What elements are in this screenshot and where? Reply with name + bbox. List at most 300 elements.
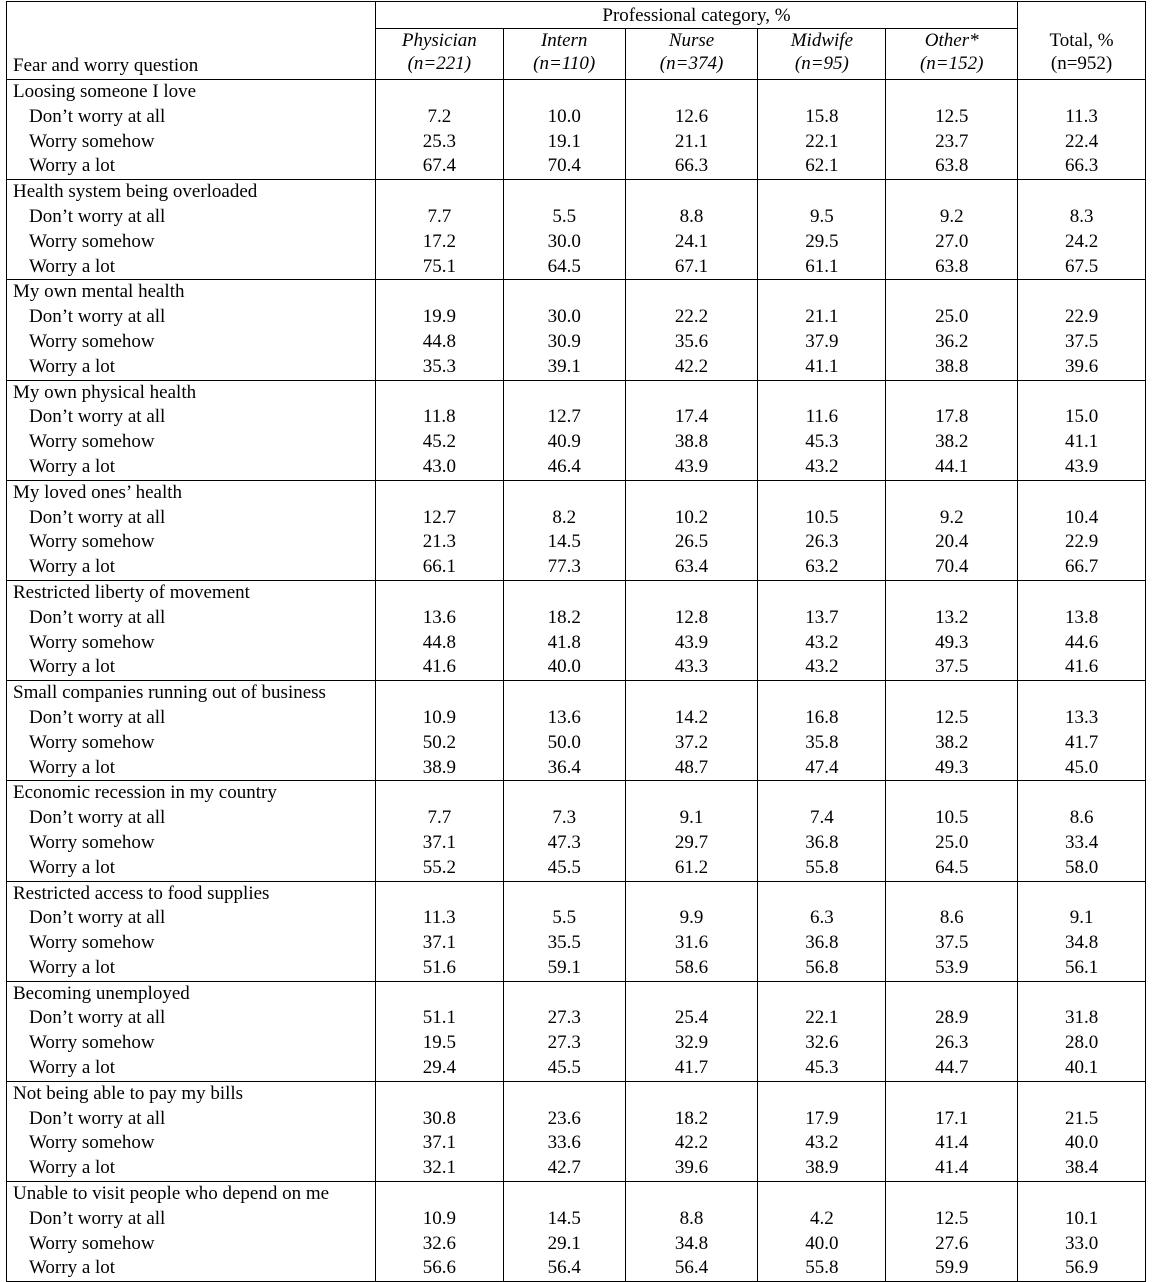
empty-cell [375,480,503,505]
value-cell: 46.4 [503,455,625,480]
value-cell: 24.1 [625,230,758,255]
value-cell: 8.2 [503,506,625,531]
value-cell: 49.3 [935,631,969,653]
table-row [7,455,1146,480]
total-n: (n=952) [1050,53,1113,74]
response-label: Don’t worry at all [7,606,376,631]
value-cell: 43.2 [758,455,886,480]
value-cell: 38.2 [935,431,969,453]
value-cell: 43.0 [375,455,503,480]
empty-cell [1018,480,1146,505]
empty-cell [375,580,503,605]
value-cell: 27.3 [503,1031,625,1056]
value-cell: 12.7 [375,506,503,531]
value-cell: 9.9 [625,906,758,931]
value-cell: 45.2 [375,430,503,455]
question-label: Small companies running out of business [7,681,376,706]
total-value-cell: 38.4 [1018,1156,1146,1181]
empty-cell [758,1182,886,1207]
value-cell: 53.9 [935,956,969,978]
value-cell: 70.4 [935,556,969,578]
value-cell: 70.4 [503,154,625,179]
response-label: Worry a lot [7,956,376,981]
value-cell: 50.2 [375,731,503,756]
response-label: Worry a lot [7,455,376,480]
empty-cell [375,781,503,806]
value-cell: 37.5 [935,932,969,954]
total-value-cell: 8.6 [1018,806,1146,831]
value-cell: 30.9 [503,330,625,355]
total-label: Total, % [1049,30,1114,51]
total-value-cell: 13.8 [1018,606,1146,631]
value-cell: 32.9 [625,1031,758,1056]
value-cell: 38.2 [935,731,969,753]
value-cell: 59.9 [886,1256,1018,1281]
value-cell: 26.5 [625,530,758,555]
value-cell: 40.0 [503,655,625,680]
response-label: Worry a lot [7,1156,376,1181]
response-label: Worry a lot [7,1256,376,1281]
empty-cell [1018,180,1146,205]
value-cell: 12.7 [503,405,625,430]
empty-cell [1018,881,1146,906]
empty-cell [503,781,625,806]
table-row [7,154,1146,179]
value-cell: 42.7 [503,1156,625,1181]
empty-cell [758,180,886,205]
value-cell: 34.8 [625,1232,758,1257]
response-label: Worry a lot [7,1056,376,1081]
value-cell: 41.4 [935,1157,969,1179]
value-cell: 7.7 [375,806,503,831]
value-cell: 62.1 [758,154,886,179]
total-column-header [1018,2,1146,80]
empty-cell [503,580,625,605]
professional-category-header: Professional category, % [375,2,1017,29]
question-group-header-row [7,781,1146,806]
empty-cell [503,981,625,1006]
empty-cell [886,1081,1018,1106]
value-cell: 22.1 [758,130,886,155]
value-cell: 61.1 [758,255,886,280]
value-cell: 45.5 [503,1056,625,1081]
value-cell: 18.2 [503,606,625,631]
value-cell: 37.2 [625,731,758,756]
value-cell: 48.7 [625,756,758,781]
total-value-cell: 33.0 [1018,1232,1146,1257]
value-cell: 10.2 [625,506,758,531]
total-value-cell: 24.2 [1018,230,1146,255]
empty-cell [503,881,625,906]
empty-cell [375,1081,503,1106]
empty-cell [503,681,625,706]
value-cell: 29.5 [758,230,886,255]
total-value-cell: 15.0 [1018,405,1146,430]
total-value-cell: 40.0 [1018,1131,1146,1156]
table-row [7,756,1146,781]
value-cell: 32.6 [375,1232,503,1257]
empty-cell [1018,981,1146,1006]
value-cell: 17.1 [935,1107,969,1129]
table-row [7,405,1146,430]
table-row [7,1207,1146,1232]
response-label: Worry somehow [7,1232,376,1257]
empty-cell [625,1182,758,1207]
response-label: Don’t worry at all [7,105,376,130]
value-cell: 29.7 [625,831,758,856]
value-cell: 7.4 [758,806,886,831]
value-cell: 43.2 [758,631,886,656]
column-header-physician: Physician (n=221) [375,29,503,80]
empty-cell [375,380,503,405]
empty-cell [625,480,758,505]
value-cell: 12.5 [935,706,969,728]
value-cell: 22.2 [625,305,758,330]
value-cell: 4.2 [758,1207,886,1232]
table-row [7,956,1146,981]
value-cell: 32.6 [758,1031,886,1056]
total-value-cell: 28.0 [1018,1031,1146,1056]
table-header [7,2,1146,80]
empty-cell [1018,781,1146,806]
empty-cell [503,380,625,405]
empty-cell [625,280,758,305]
response-label: Don’t worry at all [7,1107,376,1132]
column-header-midwife: Midwife (n=95) [758,29,886,80]
empty-cell [1018,380,1146,405]
response-label: Worry somehow [7,330,376,355]
response-label: Worry a lot [7,255,376,280]
value-cell: 7.7 [375,205,503,230]
value-cell: 45.3 [758,1056,886,1081]
question-label: Health system being overloaded [7,180,376,205]
value-cell: 11.8 [375,405,503,430]
empty-cell [758,981,886,1006]
empty-cell [758,781,886,806]
empty-cell [758,1081,886,1106]
table-row [7,606,1146,631]
total-value-cell: 37.5 [1018,330,1146,355]
empty-cell [758,380,886,405]
empty-cell [886,681,1018,706]
value-cell: 31.6 [625,931,758,956]
empty-cell [886,480,1018,505]
value-cell: 37.9 [758,330,886,355]
value-cell: 37.1 [375,1131,503,1156]
value-cell: 39.1 [503,355,625,380]
total-value-cell: 10.1 [1018,1207,1146,1232]
value-cell: 17.9 [758,1107,886,1132]
response-label: Don’t worry at all [7,906,376,931]
question-group-header-row [7,580,1146,605]
value-cell: 42.2 [625,1131,758,1156]
empty-cell [1018,1182,1146,1207]
empty-cell [886,981,1018,1006]
value-cell: 7.2 [375,105,503,130]
table-row [7,330,1146,355]
value-cell: 22.1 [758,1006,886,1031]
value-cell: 41.7 [625,1056,758,1081]
value-cell: 41.8 [503,631,625,656]
total-value-cell: 22.4 [1018,130,1146,155]
total-value-cell: 21.5 [1018,1107,1146,1132]
empty-cell [1018,1081,1146,1106]
empty-cell [625,681,758,706]
value-cell: 11.6 [758,405,886,430]
empty-cell [375,280,503,305]
empty-cell [758,280,886,305]
empty-cell [375,981,503,1006]
value-cell: 75.1 [375,255,503,280]
table-row [7,1107,1146,1132]
value-cell: 36.8 [758,931,886,956]
value-cell: 17.2 [375,230,503,255]
table-row [7,430,1146,455]
total-value-cell: 56.1 [1018,956,1146,981]
value-cell: 35.8 [758,731,886,756]
table-row [7,856,1146,881]
response-label: Worry a lot [7,756,376,781]
column-header-intern: Intern (n=110) [503,29,625,80]
empty-cell [503,80,625,105]
total-value-cell: 41.7 [1018,731,1146,756]
value-cell: 23.7 [935,130,969,152]
value-cell: 59.1 [503,956,625,981]
value-cell: 56.4 [503,1256,625,1281]
response-label: Don’t worry at all [7,205,376,230]
value-cell: 30.0 [503,230,625,255]
value-cell: 37.1 [375,931,503,956]
value-cell: 36.4 [503,756,625,781]
question-group-header-row [7,180,1146,205]
value-cell: 29.1 [503,1232,625,1257]
value-cell: 44.8 [375,330,503,355]
value-cell: 55.8 [758,1256,886,1281]
value-cell: 35.6 [625,330,758,355]
empty-cell [625,1081,758,1106]
total-value-cell: 41.6 [1018,655,1146,680]
value-cell: 27.3 [503,1006,625,1031]
value-cell: 17.8 [935,406,969,428]
value-cell: 47.4 [758,756,886,781]
value-cell: 67.1 [625,255,758,280]
question-label: Becoming unemployed [7,981,376,1006]
value-cell: 56.6 [375,1256,503,1281]
total-value-cell: 67.5 [1018,255,1146,280]
table-row [7,255,1146,280]
table-row [7,130,1146,155]
empty-cell [375,681,503,706]
value-cell: 28.9 [935,1007,969,1029]
total-value-cell: 66.7 [1018,555,1146,580]
table-row [7,1056,1146,1081]
value-cell: 5.5 [503,906,625,931]
value-cell: 38.9 [375,756,503,781]
table-row [7,631,1146,656]
value-cell: 13.6 [503,706,625,731]
value-cell: 37.1 [375,831,503,856]
empty-cell [758,80,886,105]
empty-cell [625,580,758,605]
total-value-cell: 8.3 [1018,205,1146,230]
table-row [7,706,1146,731]
value-cell: 12.8 [625,606,758,631]
response-label: Worry somehow [7,931,376,956]
value-cell: 10.5 [758,506,886,531]
question-label: My own mental health [7,280,376,305]
value-cell: 50.0 [503,731,625,756]
total-value-cell: 13.3 [1018,706,1146,731]
value-cell: 25.4 [625,1006,758,1031]
value-cell: 58.6 [625,956,758,981]
value-cell: 39.6 [625,1156,758,1181]
total-value-cell: 31.8 [1018,1006,1146,1031]
question-label: My own physical health [7,380,376,405]
value-cell: 43.9 [625,455,758,480]
total-value-cell: 45.0 [1018,756,1146,781]
response-label: Don’t worry at all [7,1207,376,1232]
value-cell: 55.8 [758,856,886,881]
total-value-cell: 40.1 [1018,1056,1146,1081]
value-cell: 41.6 [375,655,503,680]
response-label: Worry somehow [7,130,376,155]
value-cell: 47.3 [503,831,625,856]
value-cell: 51.1 [375,1006,503,1031]
empty-cell [758,681,886,706]
value-cell: 18.2 [625,1107,758,1132]
value-cell: 51.6 [375,956,503,981]
empty-cell [375,1182,503,1207]
value-cell: 25.0 [935,831,969,853]
table-row [7,230,1146,255]
value-cell: 13.2 [935,606,969,628]
question-label: Restricted liberty of movement [7,580,376,605]
value-cell: 64.5 [935,856,969,878]
value-cell: 44.8 [375,631,503,656]
empty-cell [375,881,503,906]
value-cell: 11.3 [375,906,503,931]
question-group-header-row [7,1182,1146,1207]
value-cell: 21.1 [625,130,758,155]
empty-cell [886,280,1018,305]
table-row [7,1006,1146,1031]
column-header-other: Other* (n=152) [919,30,984,74]
value-cell: 56.8 [758,956,886,981]
response-label: Worry somehow [7,831,376,856]
response-label: Don’t worry at all [7,305,376,330]
empty-cell [1018,580,1146,605]
value-cell: 13.6 [375,606,503,631]
response-label: Don’t worry at all [7,806,376,831]
response-label: Don’t worry at all [7,706,376,731]
value-cell: 61.2 [625,856,758,881]
value-cell: 26.3 [935,1032,969,1054]
value-cell: 37.5 [935,656,969,678]
value-cell: 40.0 [758,1232,886,1257]
response-label: Worry somehow [7,1031,376,1056]
value-cell: 14.2 [625,706,758,731]
question-group-header-row [7,80,1146,105]
value-cell: 7.3 [503,806,625,831]
value-cell: 30.0 [503,305,625,330]
value-cell: 10.5 [935,807,969,829]
total-value-cell: 56.9 [1018,1256,1146,1281]
value-cell: 45.3 [758,430,886,455]
response-label: Worry a lot [7,555,376,580]
value-cell: 21.3 [375,530,503,555]
empty-cell [503,1182,625,1207]
value-cell: 16.8 [758,706,886,731]
empty-cell [886,781,1018,806]
value-cell: 10.9 [375,706,503,731]
value-cell: 27.6 [935,1232,969,1254]
response-label: Don’t worry at all [7,506,376,531]
value-cell: 49.3 [935,756,969,778]
empty-cell [375,80,503,105]
value-cell: 55.2 [375,856,503,881]
empty-cell [625,80,758,105]
total-value-cell: 44.6 [1018,631,1146,656]
question-group-header-row [7,480,1146,505]
value-cell: 38.8 [935,355,969,377]
value-cell: 30.8 [375,1107,503,1132]
response-label: Worry somehow [7,631,376,656]
value-cell: 38.8 [625,430,758,455]
question-group-header-row [7,681,1146,706]
empty-cell [503,280,625,305]
response-label: Worry somehow [7,530,376,555]
value-cell: 19.9 [375,305,503,330]
value-cell: 43.2 [758,1131,886,1156]
table-row [7,731,1146,756]
question-label: Economic recession in my country [7,781,376,806]
table-row [7,355,1146,380]
table-row [7,530,1146,555]
empty-cell [1018,681,1146,706]
question-group-header-row [7,280,1146,305]
empty-cell [1018,280,1146,305]
value-cell: 9.2 [939,205,964,227]
value-cell: 64.5 [503,255,625,280]
total-value-cell: 66.3 [1018,154,1146,179]
empty-cell [503,480,625,505]
value-cell: 20.4 [935,531,969,553]
response-label: Worry a lot [7,856,376,881]
empty-cell [886,80,1018,105]
table-row [7,1156,1146,1181]
empty-cell [886,881,1018,906]
value-cell: 43.2 [758,655,886,680]
response-label: Worry somehow [7,731,376,756]
table-row [7,806,1146,831]
value-cell: 41.4 [935,1132,969,1154]
value-cell: 63.8 [935,255,969,277]
response-label: Worry a lot [7,355,376,380]
question-group-header-row [7,981,1146,1006]
value-cell: 77.3 [503,555,625,580]
empty-cell [625,981,758,1006]
column-header-nurse: Nurse (n=374) [625,29,758,80]
question-group-header-row [7,380,1146,405]
table-row [7,205,1146,230]
value-cell: 36.8 [758,831,886,856]
empty-cell [758,480,886,505]
total-value-cell: 33.4 [1018,831,1146,856]
response-label: Worry somehow [7,430,376,455]
value-cell: 12.6 [625,105,758,130]
value-cell: 56.4 [625,1256,758,1281]
question-group-header-row [7,1081,1146,1106]
